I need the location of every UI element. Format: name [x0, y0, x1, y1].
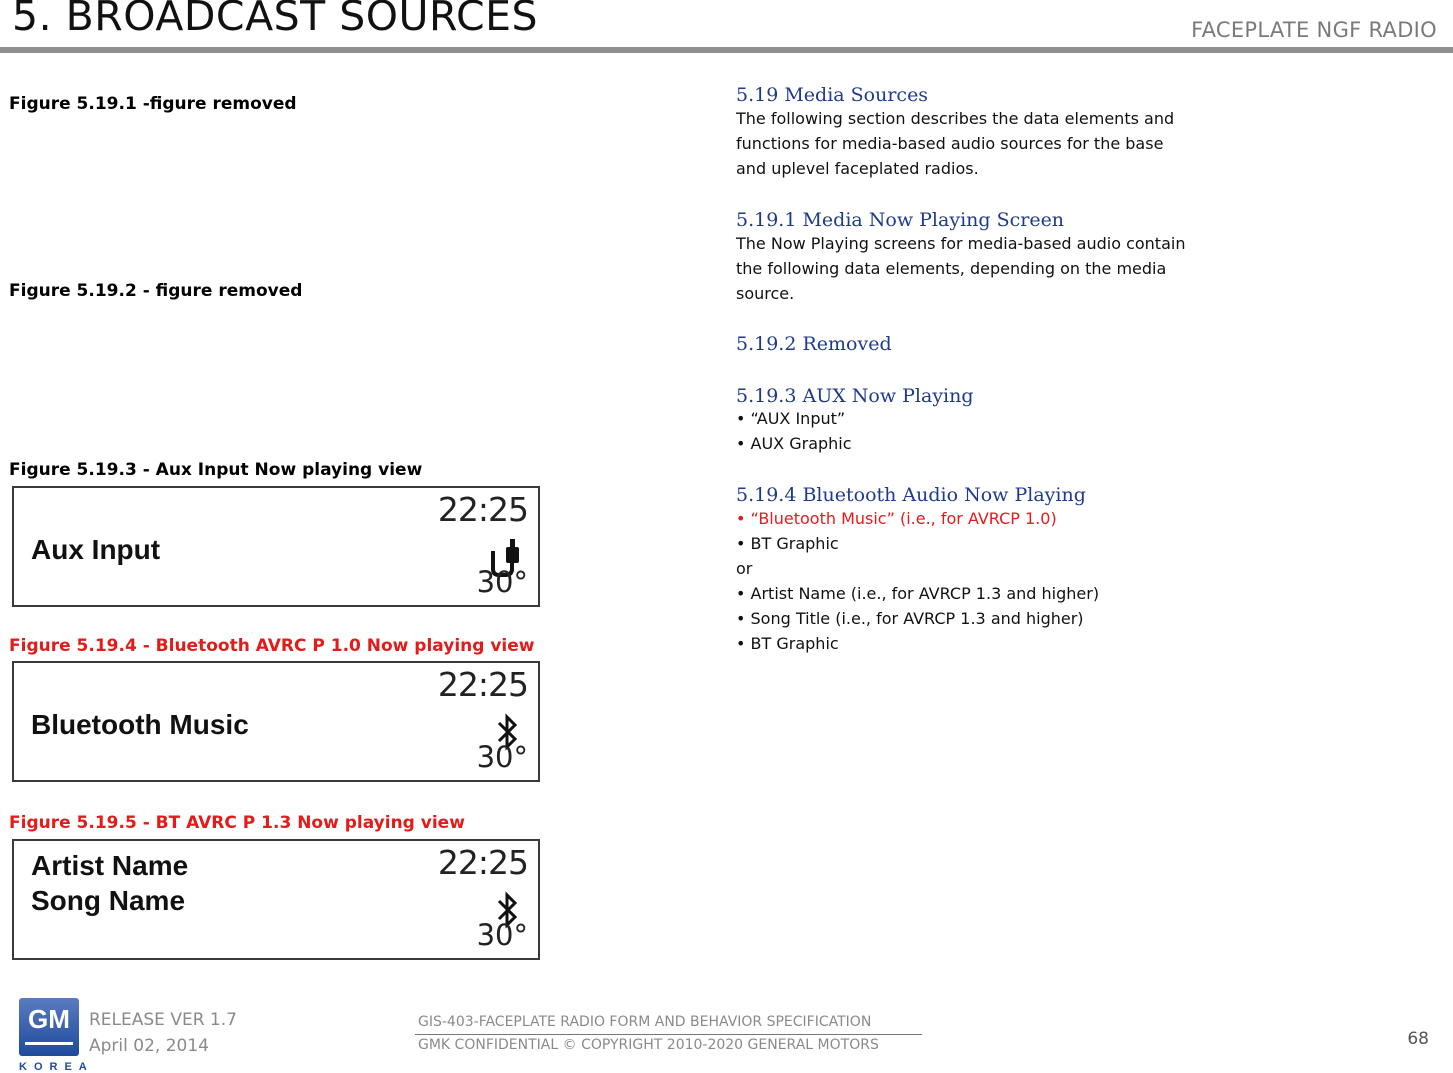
body-line: source. [736, 284, 795, 303]
temperature-display: 30° [476, 565, 528, 599]
figure-5-19-2-caption: Figure 5.19.2 - figure removed [9, 281, 303, 301]
release-date: April 02, 2014 [89, 1036, 209, 1056]
temperature-display: 30° [476, 740, 528, 774]
bullet-item-red: • “Bluetooth Music” (i.e., for AVRCP 1.0) [736, 509, 1057, 528]
song-name-label: Song Name [31, 885, 186, 916]
body-line: the following data elements, depending on the media [736, 259, 1167, 278]
figure-5-19-4-caption: Figure 5.19.4 - Bluetooth AVRC P 1.0 Now playing view [9, 636, 535, 656]
bt-artist-song-panel [12, 839, 540, 960]
bullet-item: • Artist Name (i.e., for AVRCP 1.3 and higher) [736, 584, 1100, 603]
bullet-item: • AUX Graphic [736, 434, 852, 453]
section-5-19-heading: 5.19 Media Sources [736, 84, 929, 106]
clock-display: 22:25 [437, 665, 528, 704]
logo-mark: GM [28, 1004, 70, 1034]
logo-subtitle: KOREA [19, 1061, 94, 1073]
body-line: The following section describes the data elements and [736, 109, 1175, 128]
section-5-19-3-body [736, 406, 852, 456]
gm-logo [19, 998, 79, 1056]
logo-underline [25, 1042, 73, 1045]
clock-display: 22:25 [437, 490, 528, 529]
page-number: 68 [1407, 1029, 1429, 1049]
figure-5-19-5-caption: Figure 5.19.5 - BT AVRC P 1.3 Now playing view [9, 813, 465, 833]
bluetooth-music-label: Bluetooth Music [31, 709, 249, 740]
section-5-19-body [736, 106, 1174, 181]
bluetooth-music-panel [12, 661, 540, 782]
figure-5-19-3-caption: Figure 5.19.3 - Aux Input Now playing view [9, 460, 423, 480]
section-5-19-3-heading: 5.19.3 AUX Now Playing [736, 385, 974, 407]
section-5-19-1-heading: 5.19.1 Media Now Playing Screen [736, 209, 1065, 231]
bullet-item: • BT Graphic [736, 634, 839, 653]
document-title: GIS-403-FACEPLATE RADIO FORM AND BEHAVIOR SPECIFICATION [418, 1014, 872, 1030]
section-5-19-4-heading: 5.19.4 Bluetooth Audio Now Playing [736, 484, 1086, 506]
section-5-19-2-heading: 5.19.2 Removed [736, 333, 892, 355]
page-title: 5. BROADCAST SOURCES [12, 0, 539, 40]
section-5-19-4-body [736, 506, 1099, 656]
body-line: and uplevel faceplated radios. [736, 159, 979, 178]
body-line: functions for media-based audio sources for the base [736, 134, 1164, 153]
or-text: or [736, 559, 753, 578]
figure-5-19-1-caption: Figure 5.19.1 -figure removed [9, 94, 297, 114]
aux-now-playing-panel [12, 486, 540, 607]
release-version: RELEASE VER 1.7 [89, 1010, 237, 1030]
clock-display: 22:25 [437, 843, 528, 882]
temperature-display: 30° [476, 918, 528, 952]
document-label: FACEPLATE NGF RADIO [1191, 18, 1437, 42]
header-divider [0, 47, 1453, 53]
body-line: The Now Playing screens for media-based audio contain [736, 234, 1186, 253]
section-5-19-1-body [736, 231, 1185, 306]
bullet-item: • BT Graphic [736, 534, 839, 553]
footer-divider [415, 1034, 922, 1035]
bullet-item: • Song Title (i.e., for AVRCP 1.3 and higher) [736, 609, 1084, 628]
artist-name-label: Artist Name [31, 850, 189, 881]
bullet-item: • “AUX Input” [736, 409, 846, 428]
aux-input-label: Aux Input [31, 534, 161, 565]
copyright-notice: GMK CONFIDENTIAL © COPYRIGHT 2010-2020 GENERAL MOTORS [418, 1037, 879, 1053]
